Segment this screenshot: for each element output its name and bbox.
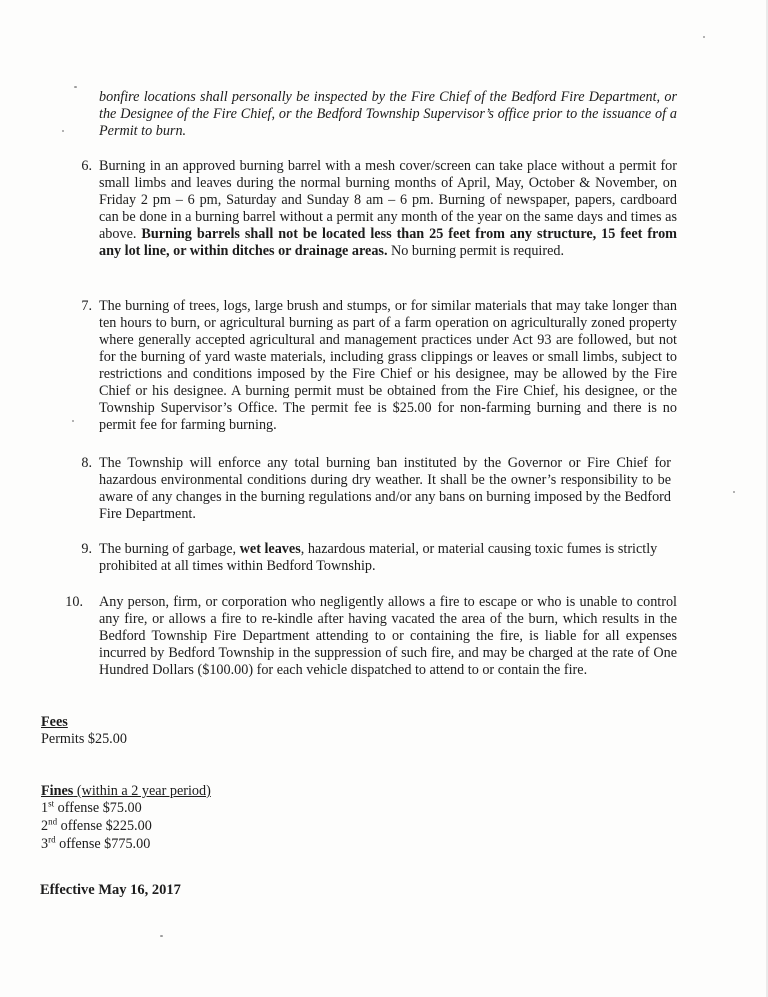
scan-speck (74, 86, 77, 88)
scan-speck (160, 935, 163, 937)
item-text (99, 541, 659, 575)
fees-heading: Fees (41, 714, 68, 730)
scan-speck (703, 36, 705, 38)
scan-speck (62, 130, 64, 132)
fine-offense-1 (41, 800, 142, 817)
offense-suffix: rd (48, 834, 56, 845)
item-text-bold: wet leaves (239, 541, 301, 557)
offense-amount: offense $75.00 (57, 800, 142, 816)
item-text-regular-end: , hazardous material, or material causing toxic fumes is strictly prohibited at all times within Bedford Township. (99, 541, 658, 574)
item-text-regular-end: No burning permit is required. (391, 243, 565, 259)
offense-suffix: nd (48, 816, 58, 827)
fines-heading-label: Fines (41, 783, 74, 799)
item-text-regular: The burning of garbage, (99, 541, 237, 557)
offense-amount: offense $775.00 (59, 836, 151, 852)
scan-speck (733, 491, 735, 493)
fines-period-note: (within a 2 year period) (73, 783, 211, 799)
item-number: 8. (81, 455, 92, 471)
item-text: The Township will enforce any total burning ban instituted by the Governor or Fire Chief for hazardous environmental conditions during dry weather. It shall be the owner’s responsibility to be aware of any changes in the burning regulations and/or any bans on burning imposed by the Bedford Fire Department. (99, 455, 671, 522)
offense-amount: offense $225.00 (60, 818, 152, 834)
item-number: 7. (81, 298, 92, 314)
intro-paragraph: bonfire locations shall personally be inspected by the Fire Chief of the Bedford Fire Department, or the Designee of the Fire Chief, or the Bedford Township Supervisor’s office prior to the issuance of a Permit to burn. (99, 89, 677, 139)
item-text-bold: Burning barrels shall not be located less than 25 feet from any structure, 15 feet from any lot line, or within ditches or drainage areas. (99, 226, 677, 259)
item-text-regular: Burning in an approved burning barrel with a mesh cover/screen can take place without a permit for small limbs and leaves during the normal burning months of April, May, October & November, on Friday 2 pm – 6 pm, Saturday and Sunday 8 am – 6 pm. Burning of newspaper, papers, cardboard can be done in a burning barrel without a permit any month of the year on the same days and times as above. (99, 158, 677, 242)
scan-speck (72, 420, 74, 422)
effective-date: Effective May 16, 2017 (40, 882, 181, 898)
offense-suffix: st (48, 798, 55, 809)
item-number: 10. (65, 594, 83, 610)
fines-heading (41, 783, 211, 800)
fine-offense-2 (41, 818, 152, 835)
item-text (99, 158, 677, 260)
item-number: 6. (81, 158, 92, 174)
item-text: Any person, firm, or corporation who negligently allows a fire to escape or who is unable to control any fire, or allows a fire to re-kindle after having vacated the area of the burn, which results in the Bedford Township Fire Department attending to or containing the fire, is liable for all expenses incurred by Bedford Township in the suppression of such fire, and may be charged at the rate of One Hundred Dollars ($100.00) for each vehicle dispatched to attend to or contain the fire. (99, 594, 677, 678)
offense-ordinal: 1 (41, 800, 49, 816)
offense-ordinal: 3 (41, 836, 49, 852)
item-text: The burning of trees, logs, large brush and stumps, or for similar materials that may take longer than ten hours to burn, or agricultural burning as part of a farm operation on agriculturally zoned property where generally accepted agricultural and management practices under Act 93 are followed, but not for the burning of yard waste materials, including grass clippings or leaves or small limbs, subject to restrictions and conditions imposed by the Fire Chief or his designee, may be allowed by the Fire Chief or his designee. A burning permit must be obtained from the Fire Chief, his designee, or the Township Supervisor’s Office. The permit fee is $25.00 for non-farming burning and there is no permit fee for farming burning. (99, 298, 677, 433)
fine-offense-3 (41, 836, 150, 853)
fees-permits: Permits $25.00 (41, 731, 127, 747)
item-number: 9. (81, 541, 92, 557)
offense-ordinal: 2 (41, 818, 49, 834)
